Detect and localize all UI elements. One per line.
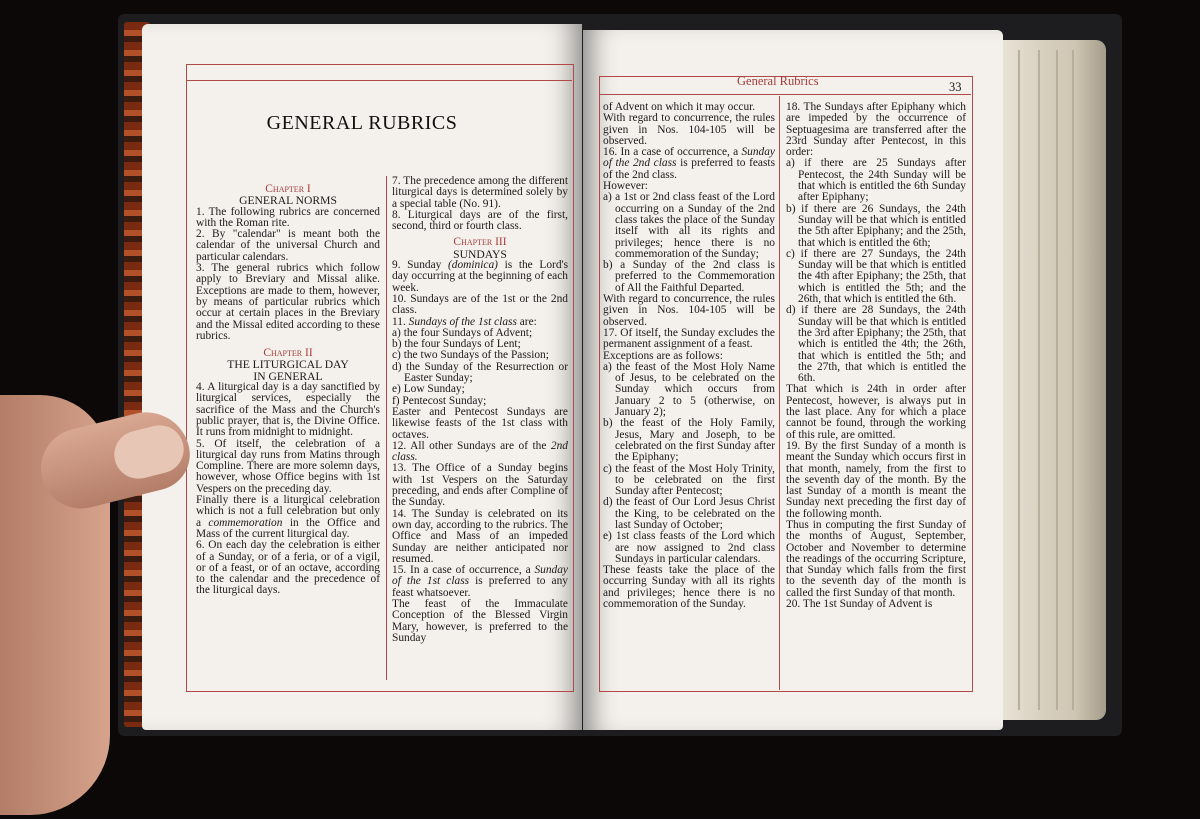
paragraph: These feasts take the place of the occurring Sunday with all its rights and privileges; hence there is no commemoration of the Sunday.	[603, 564, 775, 611]
paragraph: 12. All other Sundays are of the 2nd class.	[392, 439, 568, 464]
chapter-heading: Chapter III	[453, 236, 507, 249]
chapter-heading: Chapter II	[263, 347, 313, 360]
list-item: d) the Sunday of the Resurrection or Easter Sunday;	[392, 360, 568, 385]
paragraph: Thus in computing the first Sunday of the months of August, September, October and November to determine the readings of the occurring Scripture, that Sunday which falls from the first to the seventh day of the month is called the first Sunday of that month.	[786, 518, 966, 599]
list-item: a) if there are 25 Sundays after Pentecost, the 24th Sunday will be that which is entitled the 6th Sunday after Epiphany;	[786, 157, 966, 204]
paragraph: Exceptions are as follows:	[603, 349, 723, 362]
chapter-heading: Chapter I	[265, 183, 311, 195]
paragraph: 20. The 1st Sunday of Advent is	[786, 598, 933, 611]
list-item: e) 1st class feasts of the Lord which are now assigned to 2nd class Sundays in particular calendars.	[603, 530, 775, 565]
paragraph: 2. By "calendar" is meant both the calendar of the universal Church and particular calendars.	[196, 228, 380, 263]
paragraph: 7. The precedence among the different liturgical days is determined solely by a special table (No. 91).	[392, 175, 568, 210]
page-edges	[1000, 40, 1106, 720]
page-number: 33	[949, 80, 962, 94]
paragraph: 6. On each day the celebration is either of a Sunday, or of a feria, or of a vigil, or of a feast, or of an octave, according to the calendar and the precedence of the liturgical days.	[196, 539, 380, 597]
column-rule	[386, 176, 387, 680]
paragraph: With regard to concurrence, the rules given in Nos. 104-105 will be observed.	[603, 112, 775, 147]
paragraph: 8. Liturgical days are of the first, second, third or fourth class.	[392, 208, 568, 233]
paragraph: 13. The Office of a Sunday begins with 1st Vespers on the Saturday preceding, and ends after Compline of the Sunday.	[392, 462, 568, 509]
section-heading: GENERAL NORMS	[239, 194, 337, 208]
column-rule	[779, 96, 780, 690]
right-column-2	[786, 102, 966, 610]
paragraph: 11. Sundays of the 1st class are:	[392, 315, 537, 328]
paragraph: The feast of the Immaculate Conception of the Blessed Virgin Mary, however, is preferred to the Sunday	[392, 597, 568, 644]
section-heading: IN GENERAL	[253, 369, 323, 383]
paragraph: However:	[603, 180, 648, 193]
list-item: d) if there are 28 Sundays, the 24th Sunday will be that which is entitled the 3rd after Epiphany; the 25th, that which is entitled the 4th; the 26th, that which is entitled the 5th; and the 27th, that which is entitled the 6th.	[786, 304, 966, 385]
list-item: a) the feast of the Most Holy Name of Jesus, to be celebrated on the Sunday which occurs from January 2 to 5 (otherwise, on January 2);	[603, 360, 775, 419]
paragraph: 3. The general rubrics which follow apply to Breviary and Missal alike. Exceptions are made to them, however, by means of particular rubrics which occur at certain places in the Breviary and the Missal edited according to these rubrics.	[196, 262, 380, 342]
page-title: GENERAL RUBRICS	[266, 112, 458, 134]
paragraph: of Advent on which it may occur.	[603, 101, 756, 113]
paragraph: Easter and Pentecost Sundays are likewise feasts of the 1st class with octaves.	[392, 405, 568, 441]
paragraph: 1. The following rubrics are concerned with the Roman rite.	[196, 205, 380, 229]
left-column-2	[392, 176, 568, 644]
paragraph: With regard to concurrence, the rules given in Nos. 104-105 will be observed.	[603, 293, 775, 328]
list-item: a) the four Sundays of Advent;	[392, 326, 533, 339]
paragraph: 19. By the first Sunday of a month is meant the Sunday which occurs first in that month, namely, from the first to the seventh day of the month. By the last Sunday of a month is meant the Sunday next preceding the first day of the following month.	[786, 439, 966, 520]
paragraph: 14. The Sunday is celebrated on its own day, according to the rubrics. The Office and Mass of an impeded Sunday are neither anticipated nor resumed.	[392, 507, 568, 565]
list-item: e) Low Sunday;	[392, 383, 465, 396]
list-item: b) the four Sundays of Lent;	[392, 338, 521, 351]
paragraph: 9. Sunday (dominica) is the Lord's day occurring at the beginning of each week.	[392, 259, 568, 294]
paragraph: Finally there is a liturgical celebration which is not a full celebration but only a commemoration in the Office and Mass of the current liturgical day.	[196, 494, 380, 540]
section-heading: THE LITURGICAL DAY	[227, 358, 349, 372]
left-column-1	[196, 184, 380, 597]
header-rule	[186, 80, 572, 81]
list-item: c) the feast of the Most Holy Trinity, to be celebrated on the first Sunday after Pentecost;	[603, 462, 775, 498]
header-rule	[599, 94, 971, 95]
paragraph: 5. Of itself, the celebration of a liturgical day runs from Matins through Compline. There are more solemn days, however, whose Office begins with 1st Vespers on the preceding day.	[196, 437, 380, 495]
paragraph: 15. In a case of occurrence, a Sunday of the 1st class is preferred to any feast whatsoever.	[392, 564, 568, 599]
left-page	[142, 24, 582, 730]
list-item: c) the two Sundays of the Passion;	[392, 349, 549, 362]
paragraph: 18. The Sundays after Epiphany which are impeded by the occurrence of Septuagesima are transferred after the 23rd Sunday after Pentecost, in this order:	[786, 101, 966, 159]
list-item: a) a 1st or 2nd class feast of the Lord occurring on a Sunday of the 2nd class takes the place of the Sunday itself with all its rights and privileges; hence there is no commemoration of the Sunday;	[603, 191, 775, 260]
paragraph: 17. Of itself, the Sunday excludes the permanent assignment of a feast.	[603, 326, 775, 351]
list-item: b) a Sunday of the 2nd class is preferred to the Commemoration of All the Faithful Departed.	[603, 259, 775, 294]
list-item: b) if there are 26 Sundays, the 24th Sunday will be that which is entitled the 5th after Epiphany; and the 25th, that which is entitled the 6th;	[786, 202, 966, 249]
running-header: General Rubrics	[737, 74, 819, 88]
list-item: f) Pentecost Sunday;	[392, 394, 487, 407]
list-item: d) the feast of Our Lord Jesus Christ the King, to be celebrated on the last Sunday of October;	[603, 496, 775, 531]
paragraph: 16. In a case of occurrence, a Sunday of the 2nd class is preferred to feasts of the 2nd class.	[603, 146, 776, 181]
right-column-1	[603, 102, 775, 610]
section-heading: SUNDAYS	[453, 247, 507, 261]
paragraph: 4. A liturgical day is a day sanctified by liturgical services, especially the sacrifice of the Mass and the Church's public prayer, that is, the Divine Office. It runs from midnight to midnight.	[196, 381, 380, 439]
paragraph: 10. Sundays are of the 1st or the 2nd class.	[392, 292, 568, 317]
list-item: c) if there are 27 Sundays, the 24th Sunday will be that which is entitled the 4th after Epiphany; the 25th, that which is entitled the 5th; and the 26th, that which is entitled the 6th.	[786, 247, 966, 306]
paragraph: That which is 24th in order after Pentecost, however, is always put in the last place. Any for which a place cannot be found, through the working of this rule, are omitted.	[786, 383, 966, 441]
right-page	[583, 30, 1003, 730]
list-item: b) the feast of the Holy Family, Jesus, Mary and Joseph, to be celebrated on the first Sunday after the Epiphany;	[603, 417, 775, 464]
